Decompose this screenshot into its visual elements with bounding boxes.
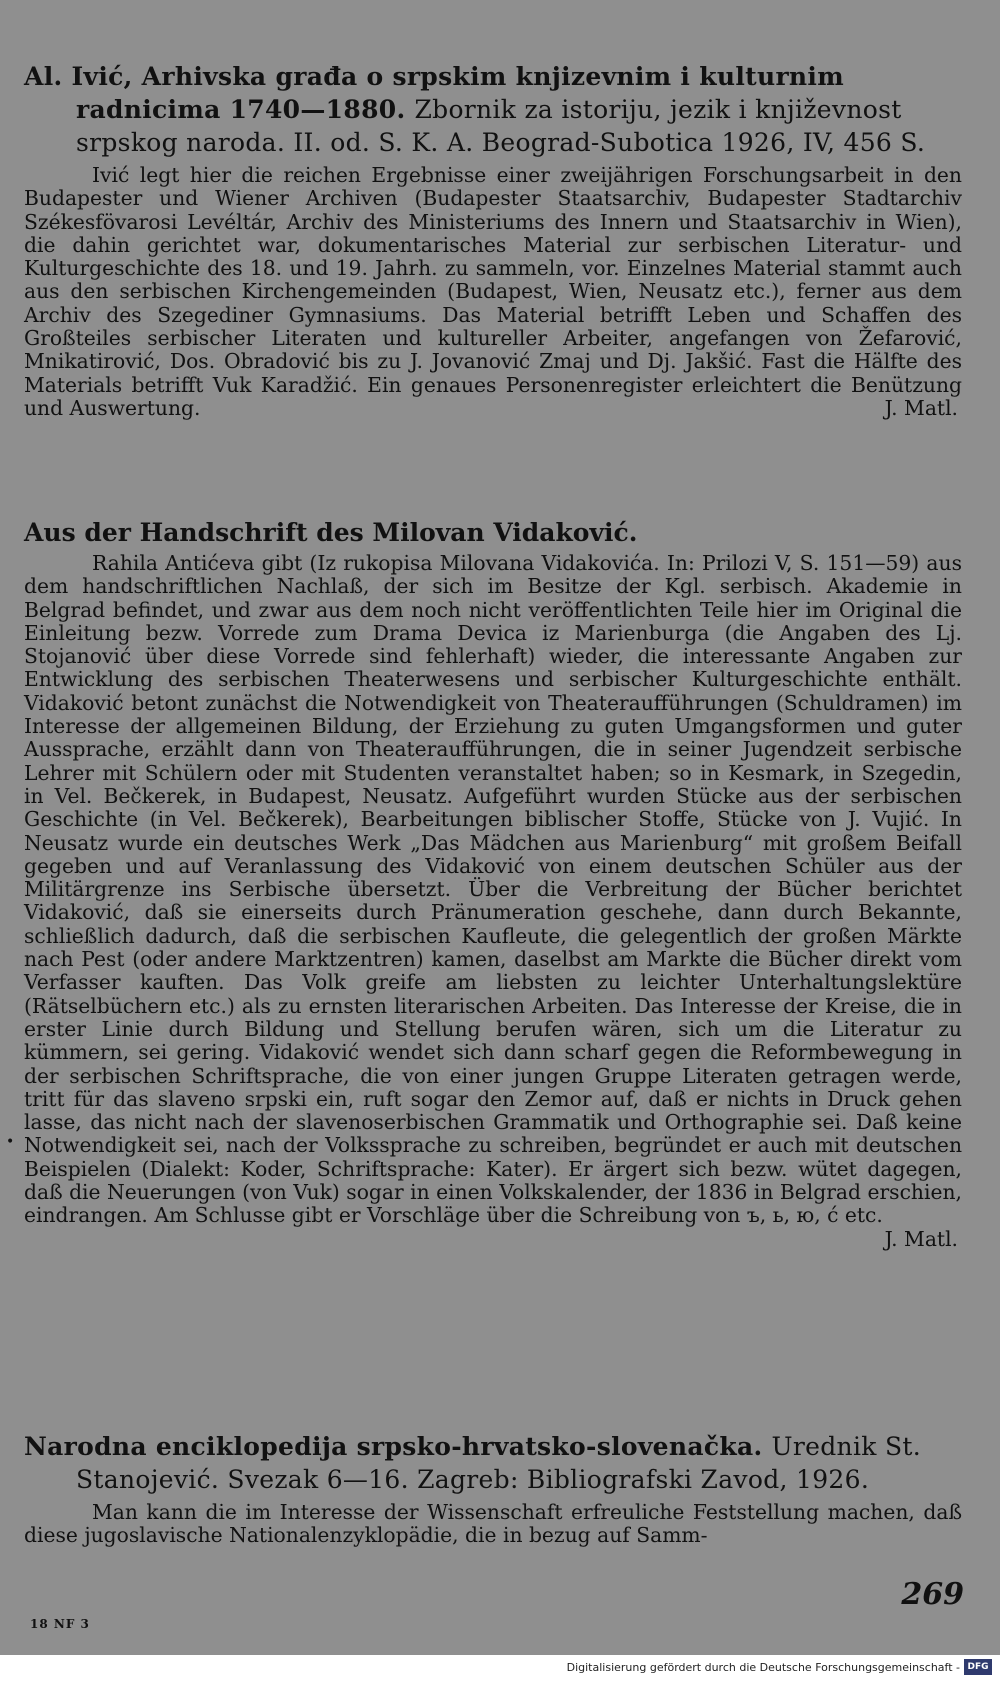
entry-ivic-heading: [24, 60, 962, 159]
entry-enciklopedija-publication: Urednik St. Stanojević. Svezak 6—16. Zagreb: Bibliografski Zavod, 1926.: [76, 1432, 921, 1494]
entry-enciklopedija-body: Man kann die im Interesse der Wissenschaft erfreuliche Feststellung machen, daß diese jugoslavische Nationalenzyklopädie, die in bezug auf Samm-: [24, 1500, 962, 1548]
entry-ivic-body: [24, 164, 962, 420]
entry-vidakovic-body: [24, 551, 962, 1251]
entry-ivic: [24, 60, 962, 420]
entry-enciklopedija: [24, 1430, 962, 1548]
entry-enciklopedija-title: Narodna enciklopedija srpsko-hrvatsko-slovenačka.: [24, 1432, 763, 1461]
entry-enciklopedija-heading: [24, 1430, 962, 1496]
entry-ivic-publication: Zbornik za istoriju, jezik i književnost srpskog naroda. II. od. S. K. A. Beograd-Subotica 1926, IV, 456 S.: [76, 95, 926, 157]
footer-bar: [0, 1655, 1000, 1681]
entry-ivic-author: Al. Ivić,: [24, 62, 133, 91]
page-number: 269: [901, 1577, 964, 1612]
entry-vidakovic-signature: J. Matl.: [884, 1226, 958, 1251]
footer-credit: Digitalisierung gefördert durch die Deutsche Forschungsgemeinschaft -: [566, 1661, 960, 1674]
entry-vidakovic: [24, 516, 962, 1251]
signature-mark: 18 NF 3: [30, 1617, 90, 1631]
dfg-logo-icon: DFG: [964, 1659, 992, 1675]
margin-dot: •: [6, 1134, 15, 1150]
entry-ivic-signature: J. Matl.: [884, 395, 958, 420]
entry-vidakovic-title: Aus der Handschrift des Milovan Vidaković.: [24, 518, 638, 547]
entry-vidakovic-body-text: Rahila Antićeva gibt (Iz rukopisa Milovana Vidakovića. In: Prilozi V, S. 151—59) aus dem handschriftlichen Nachlaß, der sich im Besitze der Kgl. serbisch. Akademie in Belgrad befindet, und zwar aus dem noch nicht veröffentlichten Teile hier im Original die Einleitung bezw. Vorrede zum Drama Devica iz Marienburga (die Angaben des Lj. Stojanović über diese Vorrede sind fehlerhaft) wieder, die interessante Angaben zur Entwicklung des serbischen Theaterwesens und serbischer Kulturgeschichte enthält. Vidaković betont zunächst die Notwendigkeit von Theateraufführungen (Schuldramen) im Interesse der allgemeinen Bildung, der Erziehung zu guten Umgangsformen und guter Aussprache, erzählt dann von Theateraufführungen, die in seiner Jugendzeit serbische Lehrer mit Schülern oder mit Studenten veranstaltet haben; so in Kesmark, in Szegedin, in Vel. Bečkerek, in Budapest, Neusatz. Aufgeführt wurden Stücke aus der serbischen Geschichte (in Vel. Bečkerek), Bearbeitungen biblischer Stoffe, Stücke von J. Vujić. In Neusatz wurde ein deutsches Werk „Das Mädchen aus Marienburg“ mit großem Beifall gegeben und auf Veranlassung des Vidaković von einem deutschen Schüler aus der Militärgrenze ins Serbische übersetzt. Über die Verbreitung der Bücher berichtet Vidaković, daß sie einerseits durch Pränumeration geschehe, dann durch Bekannte, schließlich dadurch, daß die serbischen Kaufleute, die gelegentlich der großen Märkte nach Pest (oder andere Marktzentren) kamen, daselbst am Markte die Bücher direkt vom Verfasser kauften. Das Volk greife am liebsten zu leichter Unterhaltungslektüre (Rätselbüchern etc.) als zu ernsten literarischen Arbeiten. Das Interesse der Kreise, die in erster Linie durch Bildung und Stellung berufen wären, sich um die Literatur zu kümmern, sei gering. Vidaković wendet sich dann scharf gegen die Reformbewegung in der serbischen Schriftsprache, die von einer jungen Gruppe Literaten getragen werde, tritt für das slaveno srpski ein, ruft sogar den Zemor auf, daß er nichts in Druck gehen lasse, das nicht nach der slavenoserbischen Grammatik und Orthographie sei. Daß keine Notwendigkeit sei, nach der Volkssprache zu schreiben, begründet er auch mit deutschen Beispielen (Dialekt: Koder, Schriftsprache: Kater). Er ärgert sich bezw. wütet dagegen, daß die Neuerungen (von Vuk) sogar in einen Volkskalender, der 1836 in Belgrad erschien, eindrangen. Am Schlusse gibt er Vorschläge über die Schreibung von ъ, ь, ю, ć etc.: [24, 551, 962, 1228]
entry-ivic-body-text: Ivić legt hier die reichen Ergebnisse einer zweijährigen Forschungsarbeit in den Budapester und Wiener Archiven (Budapester Staatsarchiv, Budapester Stadtarchiv Székesfövarosi Levéltár, Archiv des Ministeriums des Innern und Staatsarchiv in Wien), die dahin gerichtet war, dokumentarisches Material zur serbischen Literatur- und Kulturgeschichte des 18. und 19. Jahrh. zu sammeln, vor. Einzelnes Material stammt auch aus den serbischen Kirchengemeinden (Budapest, Wien, Neusatz etc.), ferner aus dem Archiv des Szegediner Gymnasiums. Das Material betrifft Leben und Schaffen des Großteiles serbischer Literaten und kultureller Arbeiter, angefangen von Žefarović, Mnikatirović, Dos. Obradović bis zu J. Jovanović Zmaj und Dj. Jakšić. Fast die Hälfte des Materials betrifft Vuk Karadžić. Ein genaues Personenregister erleichtert die Benützung und Auswertung.: [24, 163, 962, 420]
entry-ivic-title: Arhivska građa o srpskim knjizevnim i kulturnim radnicima 1740—1880.: [76, 62, 844, 124]
